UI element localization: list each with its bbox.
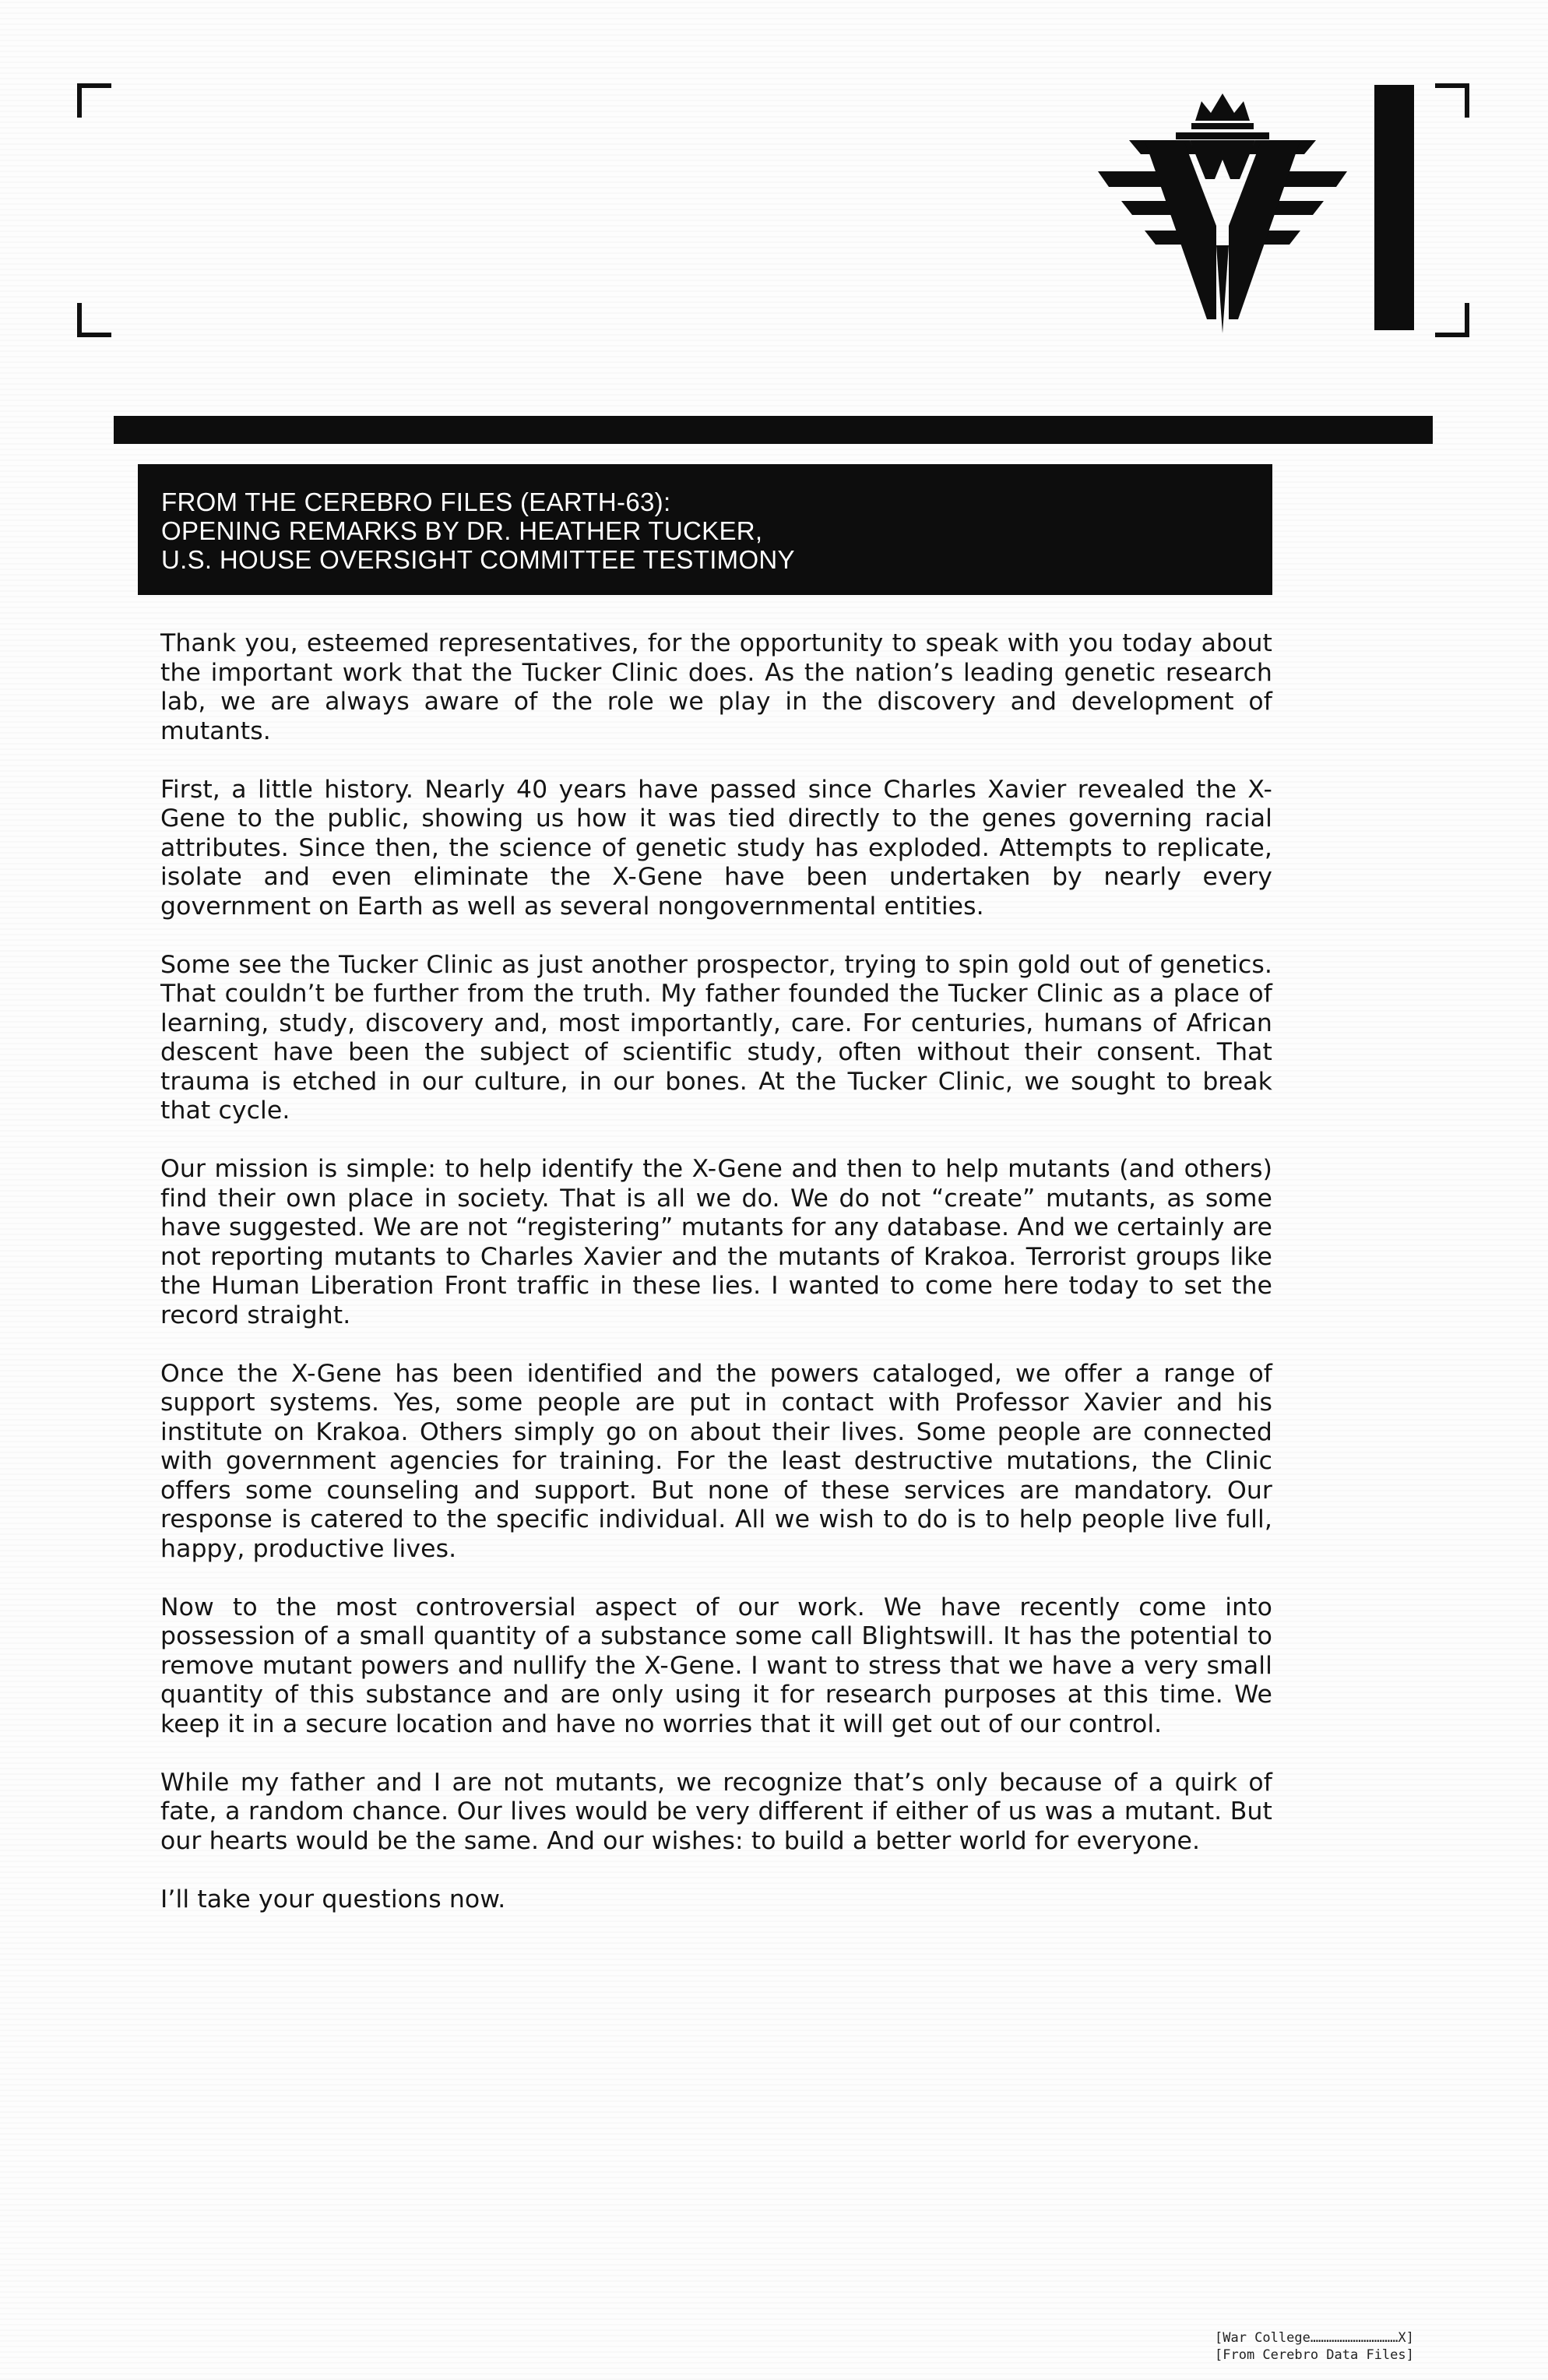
- closing-paragraph: I’ll take your questions now.: [160, 1885, 506, 1914]
- header-rule: [114, 416, 1433, 444]
- paragraph: First, a little history. Nearly 40 years have passed since Charles Xavier revealed the X-Gene to the public, showing us how it was tied directly to the genes governing racial attributes. Since then, the science of genetic study has exploded. Attempts to replicate, isolate and even eliminate the X-Gene have been undertaken by nearly every government on Earth as well as several nongovernmental entities.: [160, 775, 1272, 921]
- frame-corner-top-right: [1435, 83, 1469, 118]
- footer-line-source: [From Cerebro Data Files]: [1215, 2347, 1414, 2363]
- frame-corner-bottom-right: [1435, 303, 1469, 337]
- paragraph: Now to the most controversial aspect of our work. We have recently come into possession of a small quantity of a substance some call Blightswill. It has the potential to remove mutant powers and nullify the X-Gene. I want to stress that we have a very small quantity of this substance and are only using it for research purposes at this time. We keep it in a secure location and have no worries that it will get out of our control.: [160, 1593, 1272, 1738]
- paragraph: Once the X-Gene has been identified and the powers cataloged, we offer a range of support systems. Yes, some people are put in contact with Professor Xavier and his institute on Krakoa. Others simply go on about their lives. Some people are connected with government agencies for training. For the least destructive mutations, the Clinic offers some counseling and support. But none of these services are mandatory. Our response is catered to the specific individual. All we wish to do is to help people live full, happy, productive lives.: [160, 1359, 1272, 1563]
- heading-line: OPENING REMARKS BY DR. HEATHER TUCKER,: [161, 516, 763, 545]
- paragraph: Some see the Tucker Clinic as just another prospector, trying to spin gold out of genetics. That couldn’t be further from the truth. My father founded the Tucker Clinic as a place of learning, study, discovery and, most importantly, care. For centuries, humans of African descent have been the subject of scientific study, often without their consent. That trauma is etched in our culture, in our bones. At the Tucker Clinic, we sought to break that cycle.: [160, 950, 1272, 1125]
- heading-box: [138, 464, 1272, 595]
- frame-corner-bottom-left: [77, 303, 111, 337]
- paragraph: While my father and I are not mutants, we recognize that’s only because of a quirk of fate, a random chance. Our lives would be very different if either of us was a mutant. But our hearts would be the same. And our wishes: to build a better world for everyone.: [160, 1768, 1272, 1855]
- heading-line: FROM THE CEREBRO FILES (EARTH-63):: [161, 488, 671, 516]
- testimony-body: [160, 629, 1272, 1944]
- footer-credit: [1215, 2329, 1464, 2364]
- heading-line: U.S. HOUSE OVERSIGHT COMMITTEE TESTIMONY: [161, 545, 795, 574]
- paragraph: Thank you, esteemed representatives, for the opportunity to speak with you today about the important work that the Tucker Clinic does. As the nation’s leading genetic research lab, we are always aware of the role we play in the discovery and development of mutants.: [160, 629, 1272, 745]
- logo-bar: [1374, 85, 1414, 330]
- paragraph: Our mission is simple: to help identify the X-Gene and then to help mutants (and others) find their own place in society. That is all we do. We do not “create” mutants, as some have suggested. We are not “registering” mutants for any database. And we certainly are not reporting mutants to Charles Xavier and the mutants of Krakoa. Terrorist groups like the Human Liberation Front traffic in these lies. I wanted to come here today to set the record straight.: [160, 1155, 1272, 1329]
- footer-line-war-college: [War College……………………………X]: [1215, 2330, 1414, 2346]
- frame-corner-top-left: [77, 83, 111, 118]
- winged-crest-crown-icon: [1098, 86, 1347, 335]
